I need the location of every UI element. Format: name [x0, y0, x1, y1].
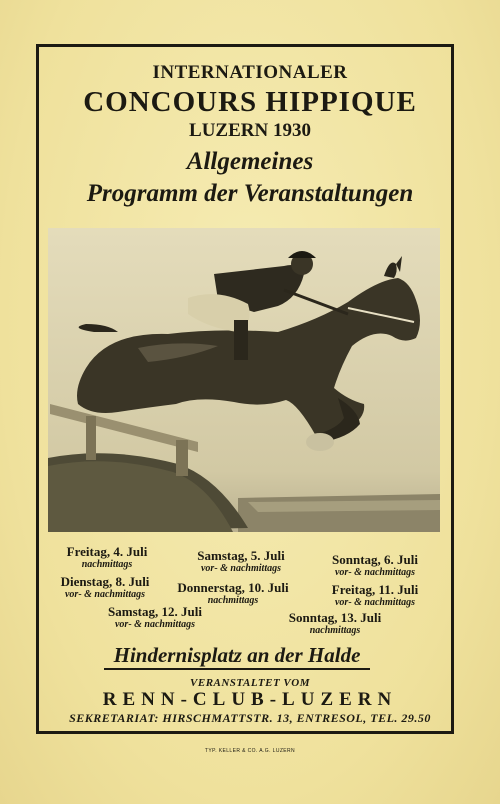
event-item: [42, 544, 172, 571]
subtitle-line-2: Programm der Veranstaltungen: [86, 180, 414, 207]
printer-imprint: TYP. KELLER & CO. A.G. LUZERN: [204, 748, 296, 754]
event-day: Freitag, 11. Juli: [331, 582, 419, 597]
event-item: [310, 552, 440, 579]
event-item: [176, 548, 306, 575]
event-time: vor- & nachmittags: [114, 619, 195, 630]
event-item: [40, 574, 170, 601]
event-item: [90, 604, 220, 631]
event-time: vor- & nachmittags: [334, 567, 415, 578]
event-time: vor- & nachmittags: [200, 563, 281, 574]
organizer-label: VERANSTALTET VOM: [190, 677, 310, 689]
event-day: Sonntag, 6. Juli: [332, 552, 418, 567]
event-item: [310, 582, 440, 609]
event-item: [168, 580, 298, 607]
header-line-international: INTERNATIONALER: [152, 62, 348, 83]
header-line-luzern: LUZERN 1930: [189, 120, 311, 141]
event-day: Samstag, 12. Juli: [108, 604, 202, 619]
secretariat-address: SEKRETARIAT: HIRSCHMATTSTR. 13, ENTRESOL, TEL. 29.50: [69, 711, 431, 725]
horse-jump-photo: [48, 228, 440, 532]
event-item: [270, 610, 400, 637]
header-line-concours: CONCOURS HIPPIQUE: [83, 86, 417, 118]
organizer-name: RENN-CLUB-LUZERN: [102, 689, 398, 710]
event-day: Donnerstag, 10. Juli: [177, 580, 289, 595]
event-time: nachmittags: [207, 595, 259, 606]
event-time: vor- & nachmittags: [334, 597, 415, 608]
event-time: vor- & nachmittags: [64, 589, 145, 600]
event-day: Sonntag, 13. Juli: [288, 610, 382, 625]
event-time: nachmittags: [81, 559, 133, 570]
event-time: nachmittags: [309, 625, 361, 636]
venue-title: Hindernisplatz an der Halde: [104, 642, 370, 670]
event-day: Samstag, 5. Juli: [197, 548, 285, 563]
subtitle-line-1: Allgemeines: [186, 148, 314, 175]
event-day: Freitag, 4. Juli: [66, 544, 148, 559]
event-day: Dienstag, 8. Juli: [60, 574, 150, 589]
